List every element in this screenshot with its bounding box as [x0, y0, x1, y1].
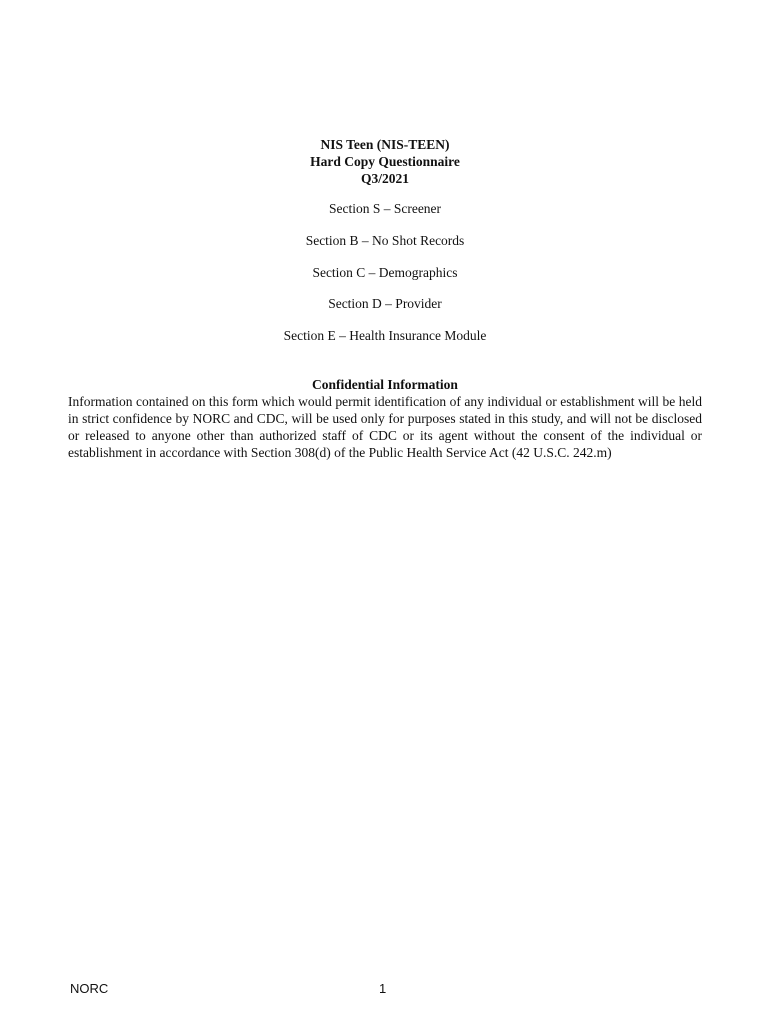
section-e-item: Section E – Health Insurance Module [283, 328, 487, 344]
section-s-item: Section S – Screener [328, 201, 442, 216]
confidential-body: Information contained on this form which would permit identification of any individual or establishment will be held in strict confidence by NORC and CDC, will be used only for purposes stated in this study, and will not be disclosed or released to anyone other than authorized staff of CDC or its agent without the consent of the individual or establishment in accordance with Section 308(d) of the Public Health Service Act (42 U.S.C. 242.m) [68, 394, 702, 460]
title-line-3: Q3/2021 [360, 171, 409, 186]
section-c-item: Section C – Demographics [312, 264, 458, 280]
confidential-notice [68, 376, 702, 461]
section-d-item: Section D – Provider [328, 296, 442, 312]
title-line-1: NIS Teen (NIS-TEEN) [320, 137, 450, 152]
confidential-heading: Confidential Information [312, 377, 458, 392]
section-list [0, 200, 770, 359]
footer-page-number: 1 [379, 981, 387, 996]
document-title [0, 136, 770, 187]
title-line-2: Hard Copy Questionnaire [310, 154, 460, 169]
section-b-item: Section B – No Shot Records [305, 232, 465, 248]
footer-org: NORC [70, 981, 109, 996]
